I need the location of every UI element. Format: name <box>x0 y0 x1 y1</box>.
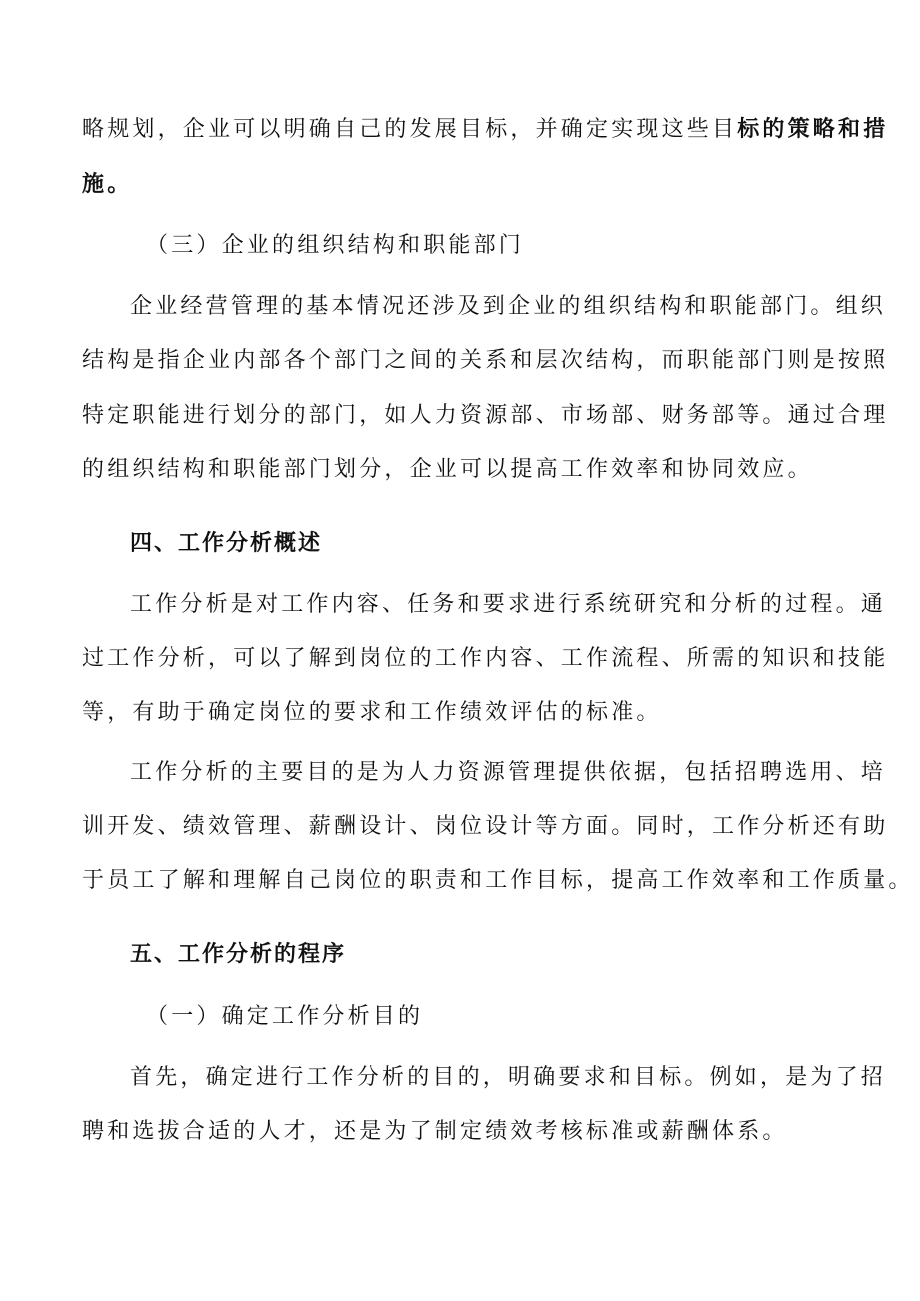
paragraph-line <box>82 114 889 145</box>
paragraph-line: 训开发、绩效管理、薪酬设计、岗位设计等方面。同时，工作分析还有助 <box>82 814 889 839</box>
paragraph-line: 的组织结构和职能部门划分，企业可以提高工作效率和协同效应。 <box>82 457 813 482</box>
paragraph-line: 过工作分析，可以了解到岗位的工作内容、工作流程、所需的知识和技能 <box>82 646 889 671</box>
paragraph-bold-text: 标的策略和措 <box>737 116 889 142</box>
subheading: （一）确定工作分析目的 <box>146 1004 424 1029</box>
paragraph-line: 工作分析是对工作内容、任务和要求进行系统研究和分析的过程。通 <box>130 592 887 617</box>
paragraph-line: 工作分析的主要目的是为人力资源管理提供依据，包括招聘选用、培 <box>130 760 887 785</box>
paragraph-line: 特定职能进行划分的部门，如人力资源部、市场部、财务部等。通过合理 <box>82 403 889 428</box>
paragraph-line: 施。 <box>82 171 133 197</box>
subheading: （三）企业的组织结构和职能部门 <box>146 233 525 258</box>
section-heading: 四、工作分析概述 <box>130 531 323 556</box>
paragraph-text: 略规划，企业可以明确自己的发展目标，并确定实现这些目 <box>82 117 738 142</box>
paragraph-line: 于员工了解和理解自己岗位的职责和工作目标，提高工作效率和工作质量。 <box>82 868 914 893</box>
section-heading: 五、工作分析的程序 <box>130 942 347 967</box>
paragraph-line: 首先，确定进行工作分析的目的，明确要求和目标。例如，是为了招 <box>130 1065 887 1090</box>
paragraph-line: 聘和选拔合适的人才，还是为了制定绩效考核标准或薪酬体系。 <box>82 1119 788 1144</box>
paragraph-line: 等，有助于确定岗位的要求和工作绩效评估的标准。 <box>82 700 662 725</box>
paragraph-line: 结构是指企业内部各个部门之间的关系和层次结构，而职能部门则是按照 <box>82 348 889 373</box>
paragraph-line: 企业经营管理的基本情况还涉及到企业的组织结构和职能部门。组织 <box>130 294 887 319</box>
